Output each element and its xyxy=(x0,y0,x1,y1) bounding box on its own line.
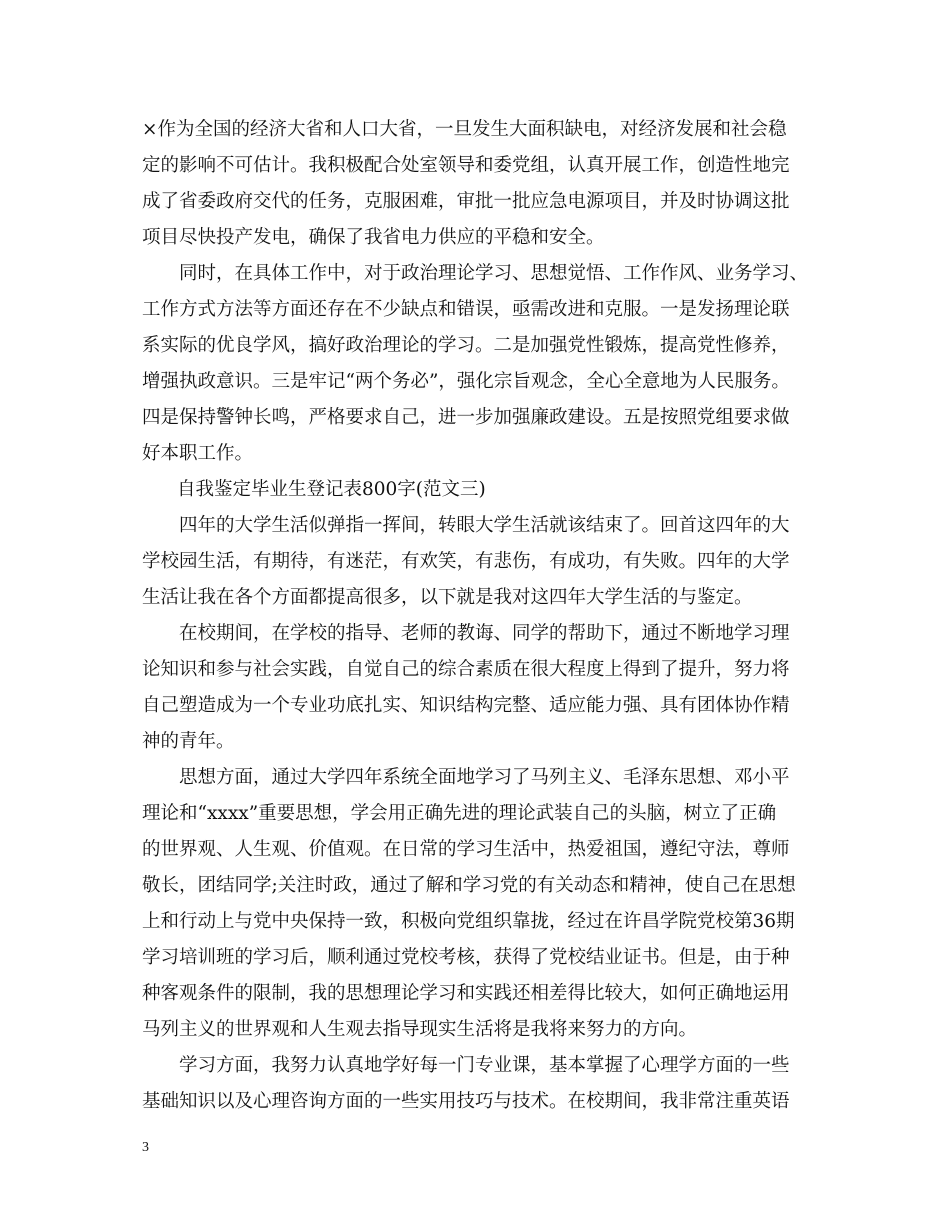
text-line: 好本职工作。 xyxy=(142,443,254,464)
text-line: 种客观条件的限制，我的思想理论学习和实践还相差得比较大，如何正确地运用 xyxy=(142,983,790,1004)
text-line: 工作方式方法等方面还存在不少缺点和错误，亟需改进和克服。一是发扬理论联 xyxy=(142,299,790,320)
text-line: 生活让我在各个方面都提高很多，以下就是我对这四年大学生活的与鉴定。 xyxy=(142,587,753,608)
text-line: 上和行动上与党中央保持一致，积极向党组织靠拢，经过在许昌学院党校第36期 xyxy=(142,911,795,932)
paragraph-first-line: 四年的大学生活似弹指一挥间，转眼大学生活就该结束了。回首这四年的大 xyxy=(179,515,790,536)
page-number: 3 xyxy=(142,1140,149,1155)
text-line: 定的影响不可估计。我积极配合处室领导和委党组，认真开展工作，创造性地完 xyxy=(142,155,790,176)
paragraph-first-line: 学习方面，我努力认真地学好每一门专业课，基本掌握了心理学方面的一些 xyxy=(179,1055,790,1076)
text-line: 成了省委政府交代的任务，克服困难，审批一批应急电源项目，并及时协调这批 xyxy=(142,191,790,212)
text-line: 系实际的优良学风，搞好政治理论的学习。二是加强党性锻炼，提高党性修养， xyxy=(142,335,790,356)
text-line: 学习培训班的学习后，顺利通过党校考核，获得了党校结业证书。但是，由于种 xyxy=(142,947,790,968)
text-line: 马列主义的世界观和人生观去指导现实生活将是我将来努力的方向。 xyxy=(142,1019,698,1040)
text-line: 论知识和参与社会实践，自觉自己的综合素质在很大程度上得到了提升，努力将 xyxy=(142,659,790,680)
text-line: 自己塑造成为一个专业功底扎实、知识结构完整、适应能力强、具有团体协作精 xyxy=(142,695,790,716)
text-line: 神的青年。 xyxy=(142,731,235,752)
document-body xyxy=(142,112,814,1120)
text-line: 四是保持警钟长鸣，严格要求自己，进一步加强廉政建设。五是按照党组要求做 xyxy=(142,407,790,428)
section-title: 自我鉴定毕业生登记表800字(范文三) xyxy=(177,479,486,500)
text-line: 敬长，团结同学;关注时政，通过了解和学习党的有关动态和精神，使自己在思想 xyxy=(142,875,796,896)
text-line: 基础知识以及心理咨询方面的一些实用技巧与技术。在校期间，我非常注重英语 xyxy=(142,1091,790,1112)
text-line: 的世界观、人生观、价值观。在日常的学习生活中，热爱祖国，遵纪守法，尊师 xyxy=(142,839,790,860)
text-line: 项目尽快投产发电，确保了我省电力供应的平稳和安全。 xyxy=(142,227,605,248)
text-line: 学校园生活，有期待，有迷茫，有欢笑，有悲伤，有成功，有失败。四年的大学 xyxy=(142,551,790,572)
text-line: 增强执政意识。三是牢记“两个务必”，强化宗旨观念，全心全意地为人民服务。 xyxy=(142,371,790,392)
paragraph-first-line: 在校期间，在学校的指导、老师的教诲、同学的帮助下，通过不断地学习理 xyxy=(179,623,790,644)
text-line: ×作为全国的经济大省和人口大省，一旦发生大面积缺电，对经济发展和社会稳 xyxy=(142,119,787,140)
paragraph-first-line: 同时，在具体工作中，对于政治理论学习、思想觉悟、工作作风、业务学习、 xyxy=(179,263,809,284)
text-line: 理论和“xxxx”重要思想，学会用正确先进的理论武装自己的头脑，树立了正确 xyxy=(142,803,777,824)
paragraph-first-line: 思想方面，通过大学四年系统全面地学习了马列主义、毛泽东思想、邓小平 xyxy=(179,767,790,788)
